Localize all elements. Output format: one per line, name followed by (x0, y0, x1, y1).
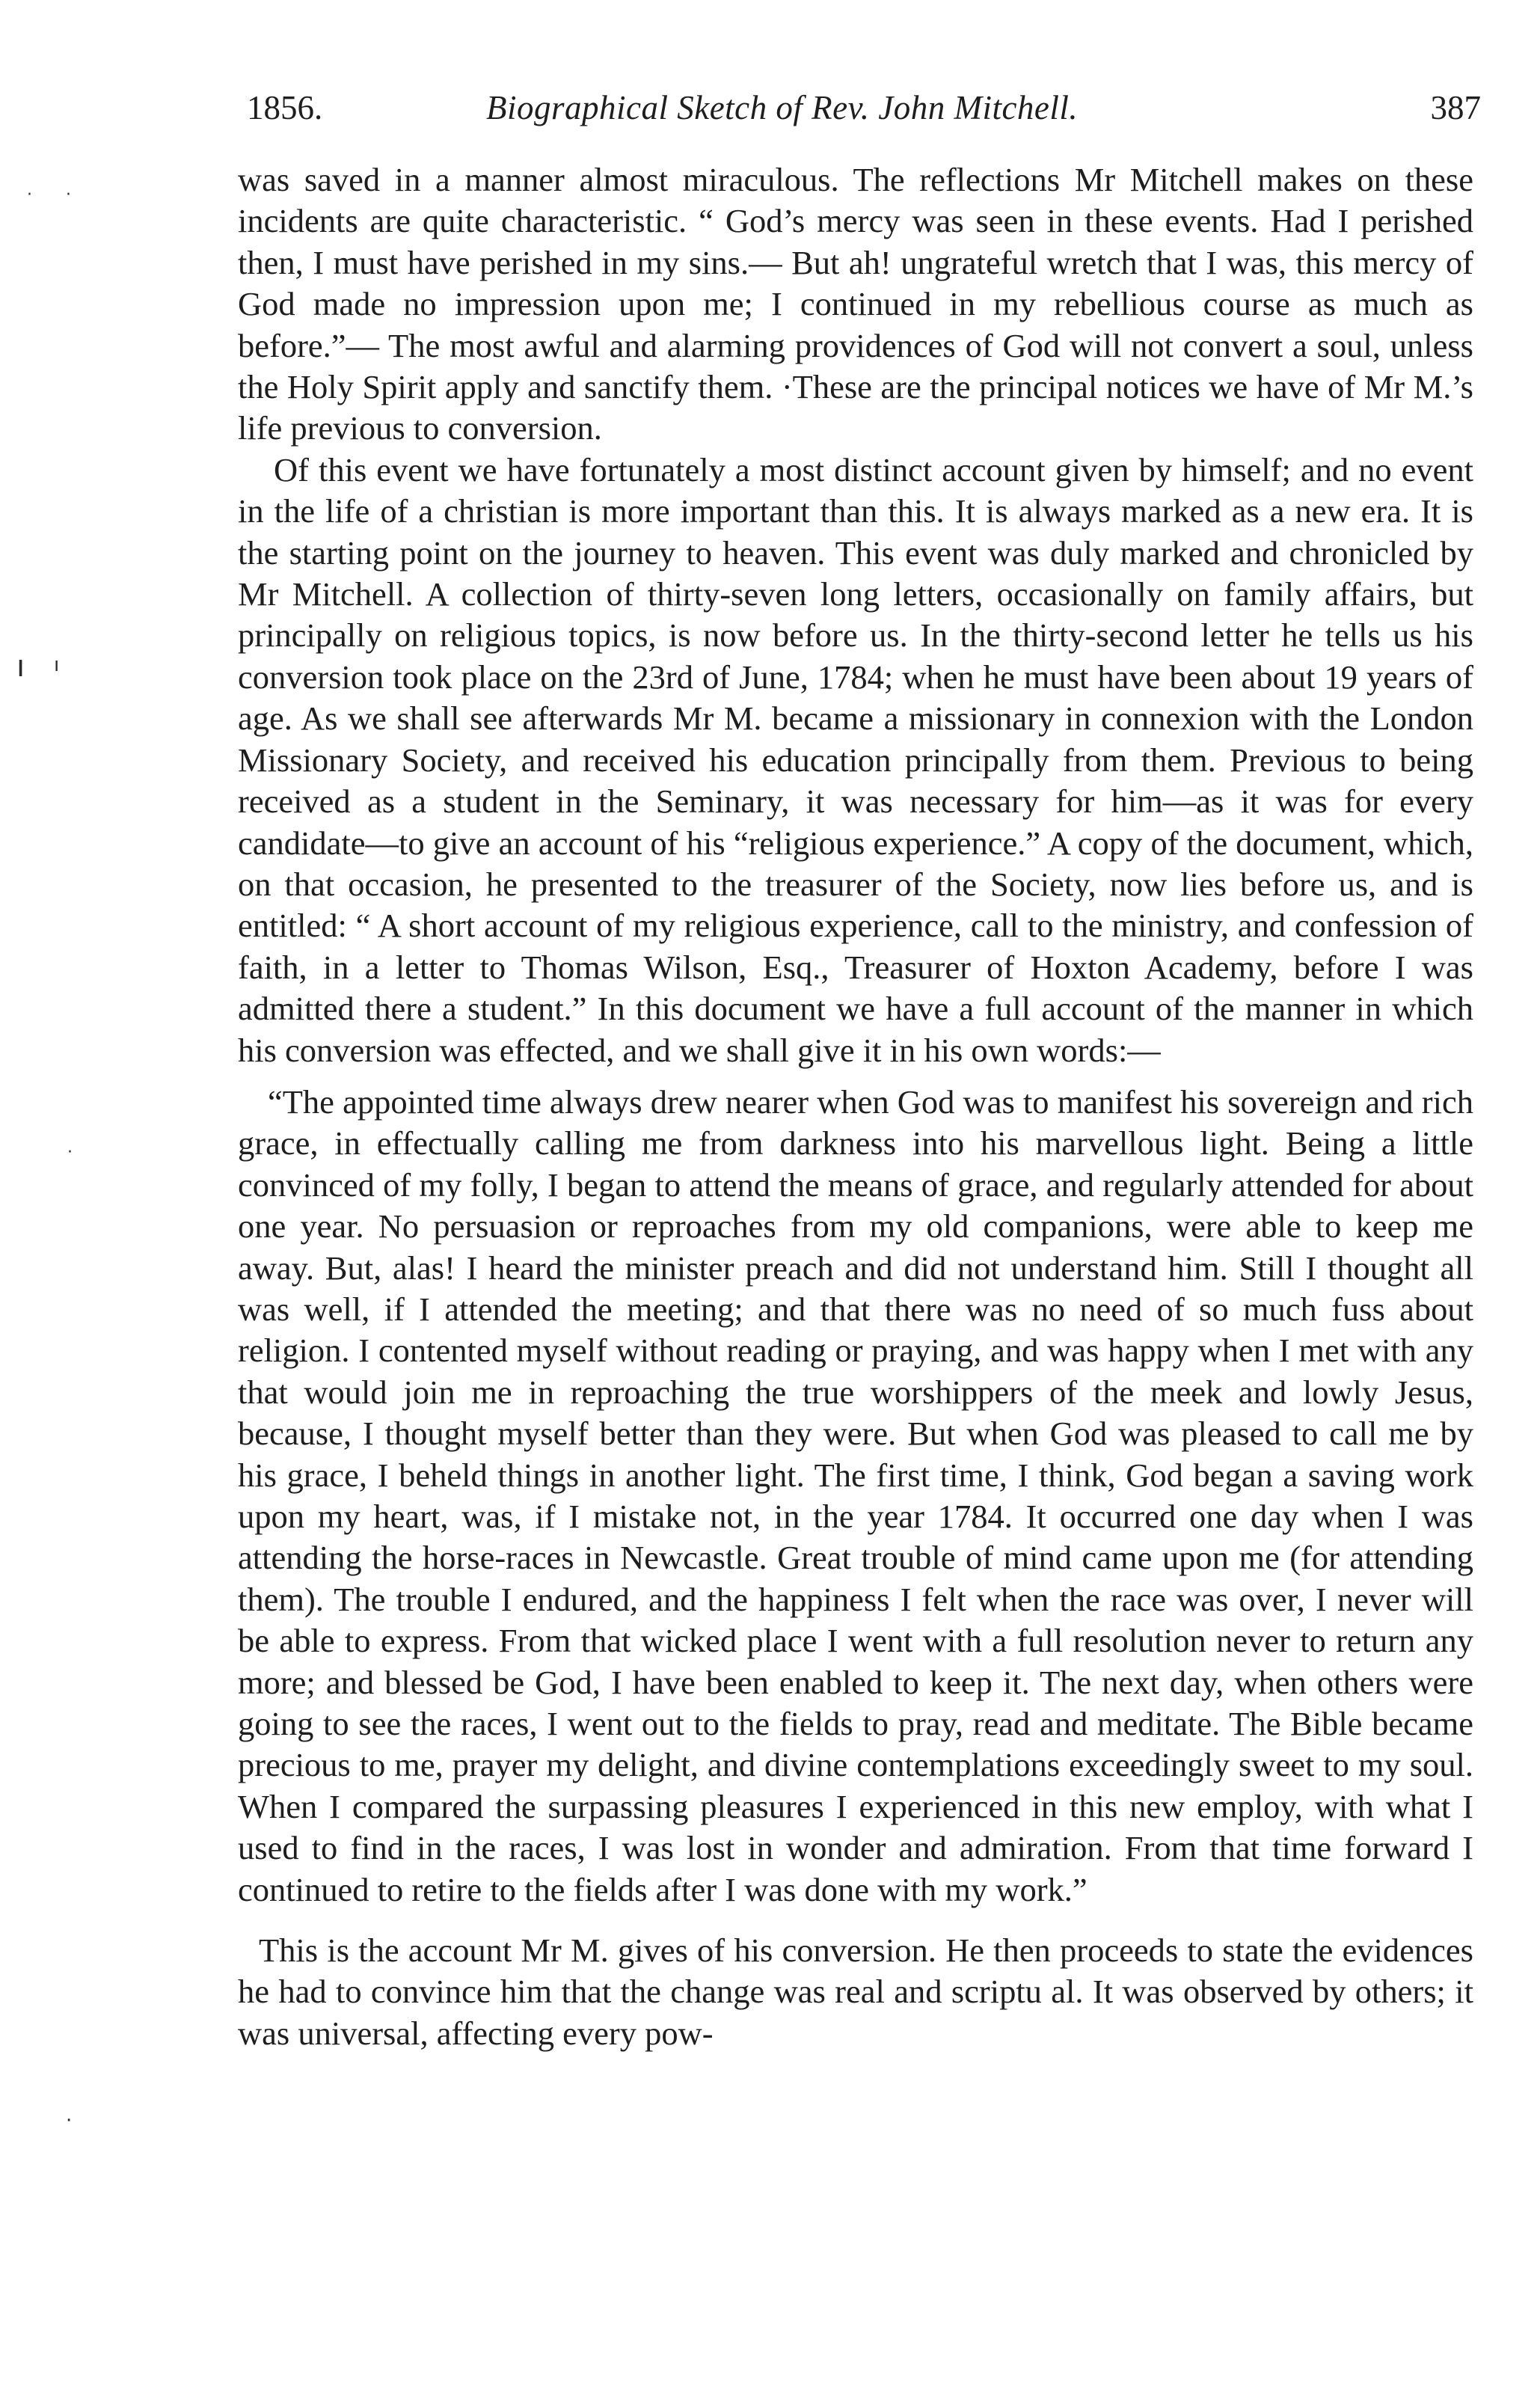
quoted-testimony: “The appointed time always drew nearer when God was to manifest his sovereign and rich grace, in effectually calling me from darkness into his marvellous light. Being a little convinced of my folly, I began to attend the means of grace, and regularly attended for about one year. No persuasion or reproaches from my old companions, were able to keep me away. But, alas! I heard the minister preach and did not understand him. Still I thought all was well, if I attended the meeting; and that there was no need of so much fuss about religion. I contented myself without reading or praying, and was happy when I met with any that would join me in reproaching the true worshippers of the meek and lowly Jesus, because, I thought myself better than they were. But when God was pleased to call me by his grace, I beheld things in another light. The first time, I think, God began a saving work upon my heart, was, if I mistake not, in the year 1784. It occurred one day when I was attending the horse-races in Newcastle. Great trouble of mind came upon me (for attending them). The trouble I endured, and the happiness I felt when the race was over, I never will be able to express. From that wicked place I went with a full resolution never to return any more; and blessed be God, I have been enabled to keep it. The next day, when others were going to see the races, I went out to the fields to pray, read and meditate. The Bible became precious to me, prayer my delight, and divine contemplations exceedingly sweet to my soul. When I compared the surpassing pleasures I experienced in this new employ, with what I used to find in the races, I was lost in wonder and admiration. From that time forward I continued to retire to the fields after I was done with my work.” (238, 1082, 1473, 1908)
scanned-page: 1856. Biographical Sketch of Rev. John Mitchell. 387 · · ı ı · · was saved in a manner almost miraculous. The reflections Mr Mitchell makes on these incidents are quite characteristic. “ God’s mercy was seen in these events. Had I perished then, I must have perished in my sins.— But ah! ungrateful wretch that I was, this mercy of God made no impression upon me; I continued in my rebellious course as much as before.”— The most awful and alarming providences of God will not convert a soul, unless the Holy Spirit apply and sanctify them. ·These are the principal notices we have of Mr M.’s life previous to conversion. Of this event we have fortunately a most distinct account given by himself; and no event in the life of a christian is more important than this. It is always marked as a new era. It is the starting point on the journey to heaven. This event was duly marked and chronicled by Mr Mitchell. A collection of thirty-seven long letters, occasionally on family affairs, but principally on religious topics, is now before us. In the thirty-second letter he tells us his conversion took place on the 23rd of June, 1784; when he must have been about 19 years of age. As we shall see afterwards Mr M. became a missionary in connexion with the London Missionary Society, and received his education principally from them. Previous to being received as a student in the Seminary, it was necessary for him—as it was for every candidate—to give an account of his “religious experience.” A copy of the document, which, on that occasion, he presented to the treasurer of the Society, now lies before us, and is entitled: “ A short account of my religious experience, call to the ministry, and confession of faith, in a letter to Thomas Wilson, Esq., Treasurer of Hoxton Academy, before I was admitted there a student.” In this document we have a full account of the manner in which his conversion was effected, and we shall give it in his own words:— “The appointed time always drew nearer when God was to manifest his sovereign and rich grace, in effectually calling me from darkness into his marvellous light. Being a little convinced of my folly, I began to attend the means of grace, and regularly attended for about one year. No persuasion or reproaches from my old companions, were able to keep me away. But, alas! I heard the minister preach and did not understand him. Still I thought all was well, if I attended the meeting; and that there was no need of so much fuss about religion. I contented myself without reading or praying, and was happy when I met with any that would join me in reproaching the true worshippers of the meek and lowly Jesus, because, I thought myself better than they were. But when God was pleased to call me by his grace, I beheld things in another light. The first time, I think, God began a saving work upon my heart, was, if I mistake not, in the year 1784. It occurred one day when I was attending the horse-races in Newcastle. Great trouble of mind came upon me (for attending them). The trouble I endured, and the happiness I felt when the race was over, I never will be able to express. From that wicked place I went with a full resolution never to return any more; and blessed be God, I have been enabled to keep it. The next day, when others were going to see the races, I went out to the fields to pray, read and meditate. The Bible became precious to me, prayer my delight, and divine contemplations exceedingly sweet to my soul. When I compared the surpassing pleasures I experienced in this new employ, with what I used to find in the races, I was lost in wonder and admiration. From that time forward I continued to retire to the fields after I was done with my work.” This is the account Mr M. gives of his conversion. He then proceeds to state the evidences he had to convince him that the change was real and scriptu al. It was observed by others; it was universal, affecting every pow- (0, 0, 1540, 2402)
paragraph-conversion-account: Of this event we have fortunately a most distinct account given by himself; and no event in the life of a christian is more important than this. It is always marked as a new era. It is the starting point on the journey to heaven. This event was duly marked and chronicled by Mr Mitchell. A collection of thirty-seven long letters, occasionally on family affairs, but principally on religious topics, is now before us. In the thirty-second letter he tells us his conversion took place on the 23rd of June, 1784; when he must have been about 19 years of age. As we shall see afterwards Mr M. became a missionary in connexion with the London Missionary Society, and received his education principally from them. Previous to being received as a student in the Seminary, it was necessary for him—as it was for every candidate—to give an account of his “religious experience.” A copy of the document, which, on that occasion, he presented to the treasurer of the Society, now lies before us, and is entitled: “ A short account of my religious experience, call to the ministry, and confession of faith, in a letter to Thomas Wilson, Esq., Treasurer of Hoxton Academy, before I was admitted there a student.” In this document we have a full account of the manner in which his conversion was effected, and we shall give it in his own words:— (238, 450, 1473, 1069)
article-body (238, 159, 1473, 2054)
paragraph-evidences: This is the account Mr M. gives of his conversion. He then proceeds to state the evidences he had to convince him that the change was real and scriptu al. It was observed by others; it was universal, affecting every pow- (238, 1931, 1473, 2052)
header-title: Biographical Sketch of Rev. John Mitchell. (486, 89, 1079, 126)
page-number: 387 (1430, 89, 1481, 126)
running-header (247, 84, 1481, 132)
paragraph-continuation: was saved in a manner almost miraculous. The reflections Mr Mitchell makes on these incidents are quite characteristic. “ God’s mercy was seen in these events. Had I perished then, I must have perished in my sins.— But ah! ungrateful wretch that I was, this mercy of God made no impression upon me; I continued in my rebellious course as much as before.”— The most awful and alarming providences of God will not convert a soul, unless the Holy Spirit apply and sanctify them. ·These are the principal notices we have of Mr M.’s life previous to conversion. (238, 161, 1473, 447)
header-year: 1856. (247, 89, 323, 126)
